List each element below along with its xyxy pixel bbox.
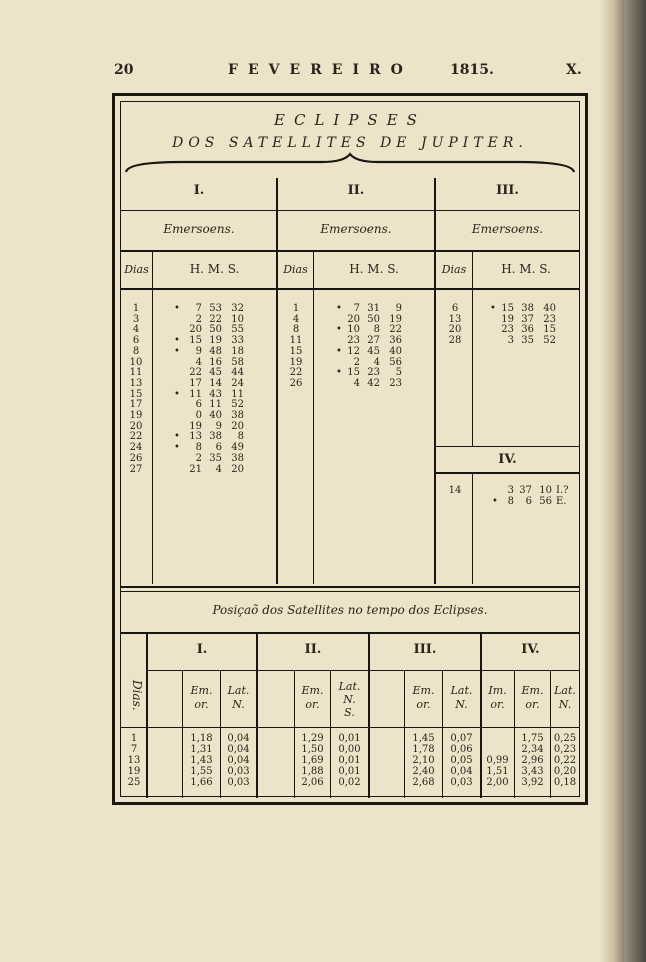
- positions-title: Posiçaõ dos Satellites no tempo dos Eclipses.: [212, 603, 488, 617]
- pos-sat-heading-2: II.: [304, 642, 322, 657]
- lat-header-3: Lat. N.: [450, 684, 473, 711]
- sat4-rule: [436, 472, 579, 474]
- sat4-lat-column: 0,25 0,23 0,22 0,20 0,18: [553, 733, 577, 788]
- sat-heading-4: IV.: [498, 452, 517, 467]
- sat2-dias-column: 1 4 8 11 15 19 22 26: [289, 303, 303, 389]
- lat-header-4: Lat. N.: [554, 684, 576, 711]
- sat1-dias-column: 1 3 4 6 8 10 11 13 15 17 19 20 22 24 26 27: [129, 303, 143, 475]
- sat2-immersion-marks: • • • •: [336, 303, 342, 379]
- sat2-seconds-column: 9 19 22 36 40 56 5 23: [389, 303, 402, 389]
- sat1-hours-column: 7 2 20 15 9 4 22 17 11 6 0 19 13 8 2 21: [189, 303, 202, 475]
- dias-header-3: Dias: [441, 263, 467, 276]
- sat2-em-column: 1,29 1,50 1,69 1,88 2,06: [301, 733, 324, 788]
- row-rule: [121, 288, 579, 290]
- sat4-minutes-column: 37 6: [519, 485, 532, 507]
- section-rule: [121, 591, 579, 592]
- sat4-immersion-marks: •: [492, 495, 498, 507]
- chapter-number: X.: [566, 62, 582, 78]
- pos-sat-heading-1: I.: [196, 642, 208, 657]
- row-rule: [121, 727, 579, 728]
- sat2-minutes-column: 31 50 8 27 45 4 23 42: [367, 303, 380, 389]
- col-divider-1: [276, 178, 278, 584]
- sat3-immersion-marks: •: [490, 303, 496, 314]
- dias-header-vertical: Dias.: [130, 680, 144, 711]
- pos-dias-column: 1 7 13 19 25: [127, 733, 141, 788]
- title-brace: [122, 152, 578, 176]
- im-header-4: Im. or.: [488, 684, 507, 711]
- lat-header-1: Lat. N.: [227, 684, 250, 711]
- dias-divider: [472, 250, 473, 446]
- sat3-hours-column: 15 19 23 3: [501, 303, 514, 347]
- sat4-em-column: 1,75 2,34 2,96 3,43 3,92: [521, 733, 544, 788]
- em-header-3: Em. or.: [412, 684, 435, 711]
- sat4-im-column: 0,99 1,51 2,00: [486, 755, 509, 788]
- sat-heading-2: II.: [347, 183, 365, 198]
- month-heading: FEVEREIRO: [228, 62, 413, 78]
- hms-header-2: H. M. S.: [349, 262, 399, 276]
- dias-divider: [152, 250, 153, 584]
- row-rule: [121, 250, 579, 252]
- phase-label-3: Emersoens.: [471, 222, 544, 236]
- sat3-seconds-column: 40 23 15 52: [543, 303, 556, 347]
- dias-header-1: Dias: [124, 263, 149, 276]
- em-header-1: Em. or.: [190, 684, 213, 711]
- sat1-minutes-column: 53 22 50 19 48 16 45 14 43 11 40 9 38 6 35 4: [209, 303, 222, 475]
- col-divider-2: [434, 178, 436, 584]
- year-heading: 1815.: [450, 62, 494, 78]
- phase-label-1: Emersoens.: [163, 222, 235, 236]
- sat1-seconds-column: 32 10 55 33 18 58 44 24 11 52 38 20 8 49 38 20: [231, 303, 244, 475]
- sat3-lat-column: 0,07 0,06 0,05 0,04 0,03: [450, 733, 473, 788]
- pos-sat-heading-3: III.: [413, 642, 437, 657]
- book-edge: [624, 0, 646, 962]
- title-line-1: ECLIPSES: [274, 111, 426, 129]
- dias-divider: [472, 474, 473, 584]
- sat4-flags-column: I.? E.: [556, 485, 569, 507]
- row-rule: [121, 210, 579, 211]
- title-line-2: DOS SATELLITES DE JUPITER.: [172, 135, 528, 151]
- phase-label-2: Emersoens.: [320, 222, 392, 236]
- page-spine-shadow: [600, 0, 624, 962]
- dias-divider: [313, 250, 314, 584]
- sat3-em-column: 1,45 1,78 2,10 2,40 2,68: [412, 733, 435, 788]
- em-header-2: Em. or.: [301, 684, 324, 711]
- section-rule: [121, 586, 579, 588]
- sat4-seconds-column: 10 56: [539, 485, 552, 507]
- sat4-rule: [436, 446, 579, 447]
- sat2-lat-column: 0,01 0,00 0,01 0,01 0,02: [338, 733, 361, 788]
- sat1-em-column: 1,18 1,31 1,43 1,55 1,66: [190, 733, 213, 788]
- hms-header-3: H. M. S.: [501, 262, 551, 276]
- sat-heading-3: III.: [496, 183, 519, 198]
- sat-heading-1: I.: [193, 183, 205, 198]
- hms-header-1: H. M. S.: [189, 262, 240, 276]
- lat-ns-header-2: Lat. N. S.: [338, 680, 361, 719]
- sat4-hours-column: 3 8: [507, 485, 514, 507]
- pos-sat-heading-4: IV.: [521, 642, 540, 657]
- sat4-dias-column: 14: [448, 485, 462, 496]
- em-header-4: Em. or.: [521, 684, 544, 711]
- page-number: 20: [114, 62, 134, 78]
- row-rule: [121, 632, 579, 634]
- sat1-lat-column: 0,04 0,04 0,04 0,03 0,03: [227, 733, 250, 788]
- dias-header-2: Dias: [283, 263, 308, 276]
- sat3-dias-column: 6 13 20 28: [448, 303, 462, 347]
- sat2-hours-column: 7 20 10 23 12 2 15 4: [347, 303, 360, 389]
- sat3-minutes-column: 38 37 36 35: [521, 303, 534, 347]
- sat1-immersion-marks: • • • • • •: [174, 303, 180, 454]
